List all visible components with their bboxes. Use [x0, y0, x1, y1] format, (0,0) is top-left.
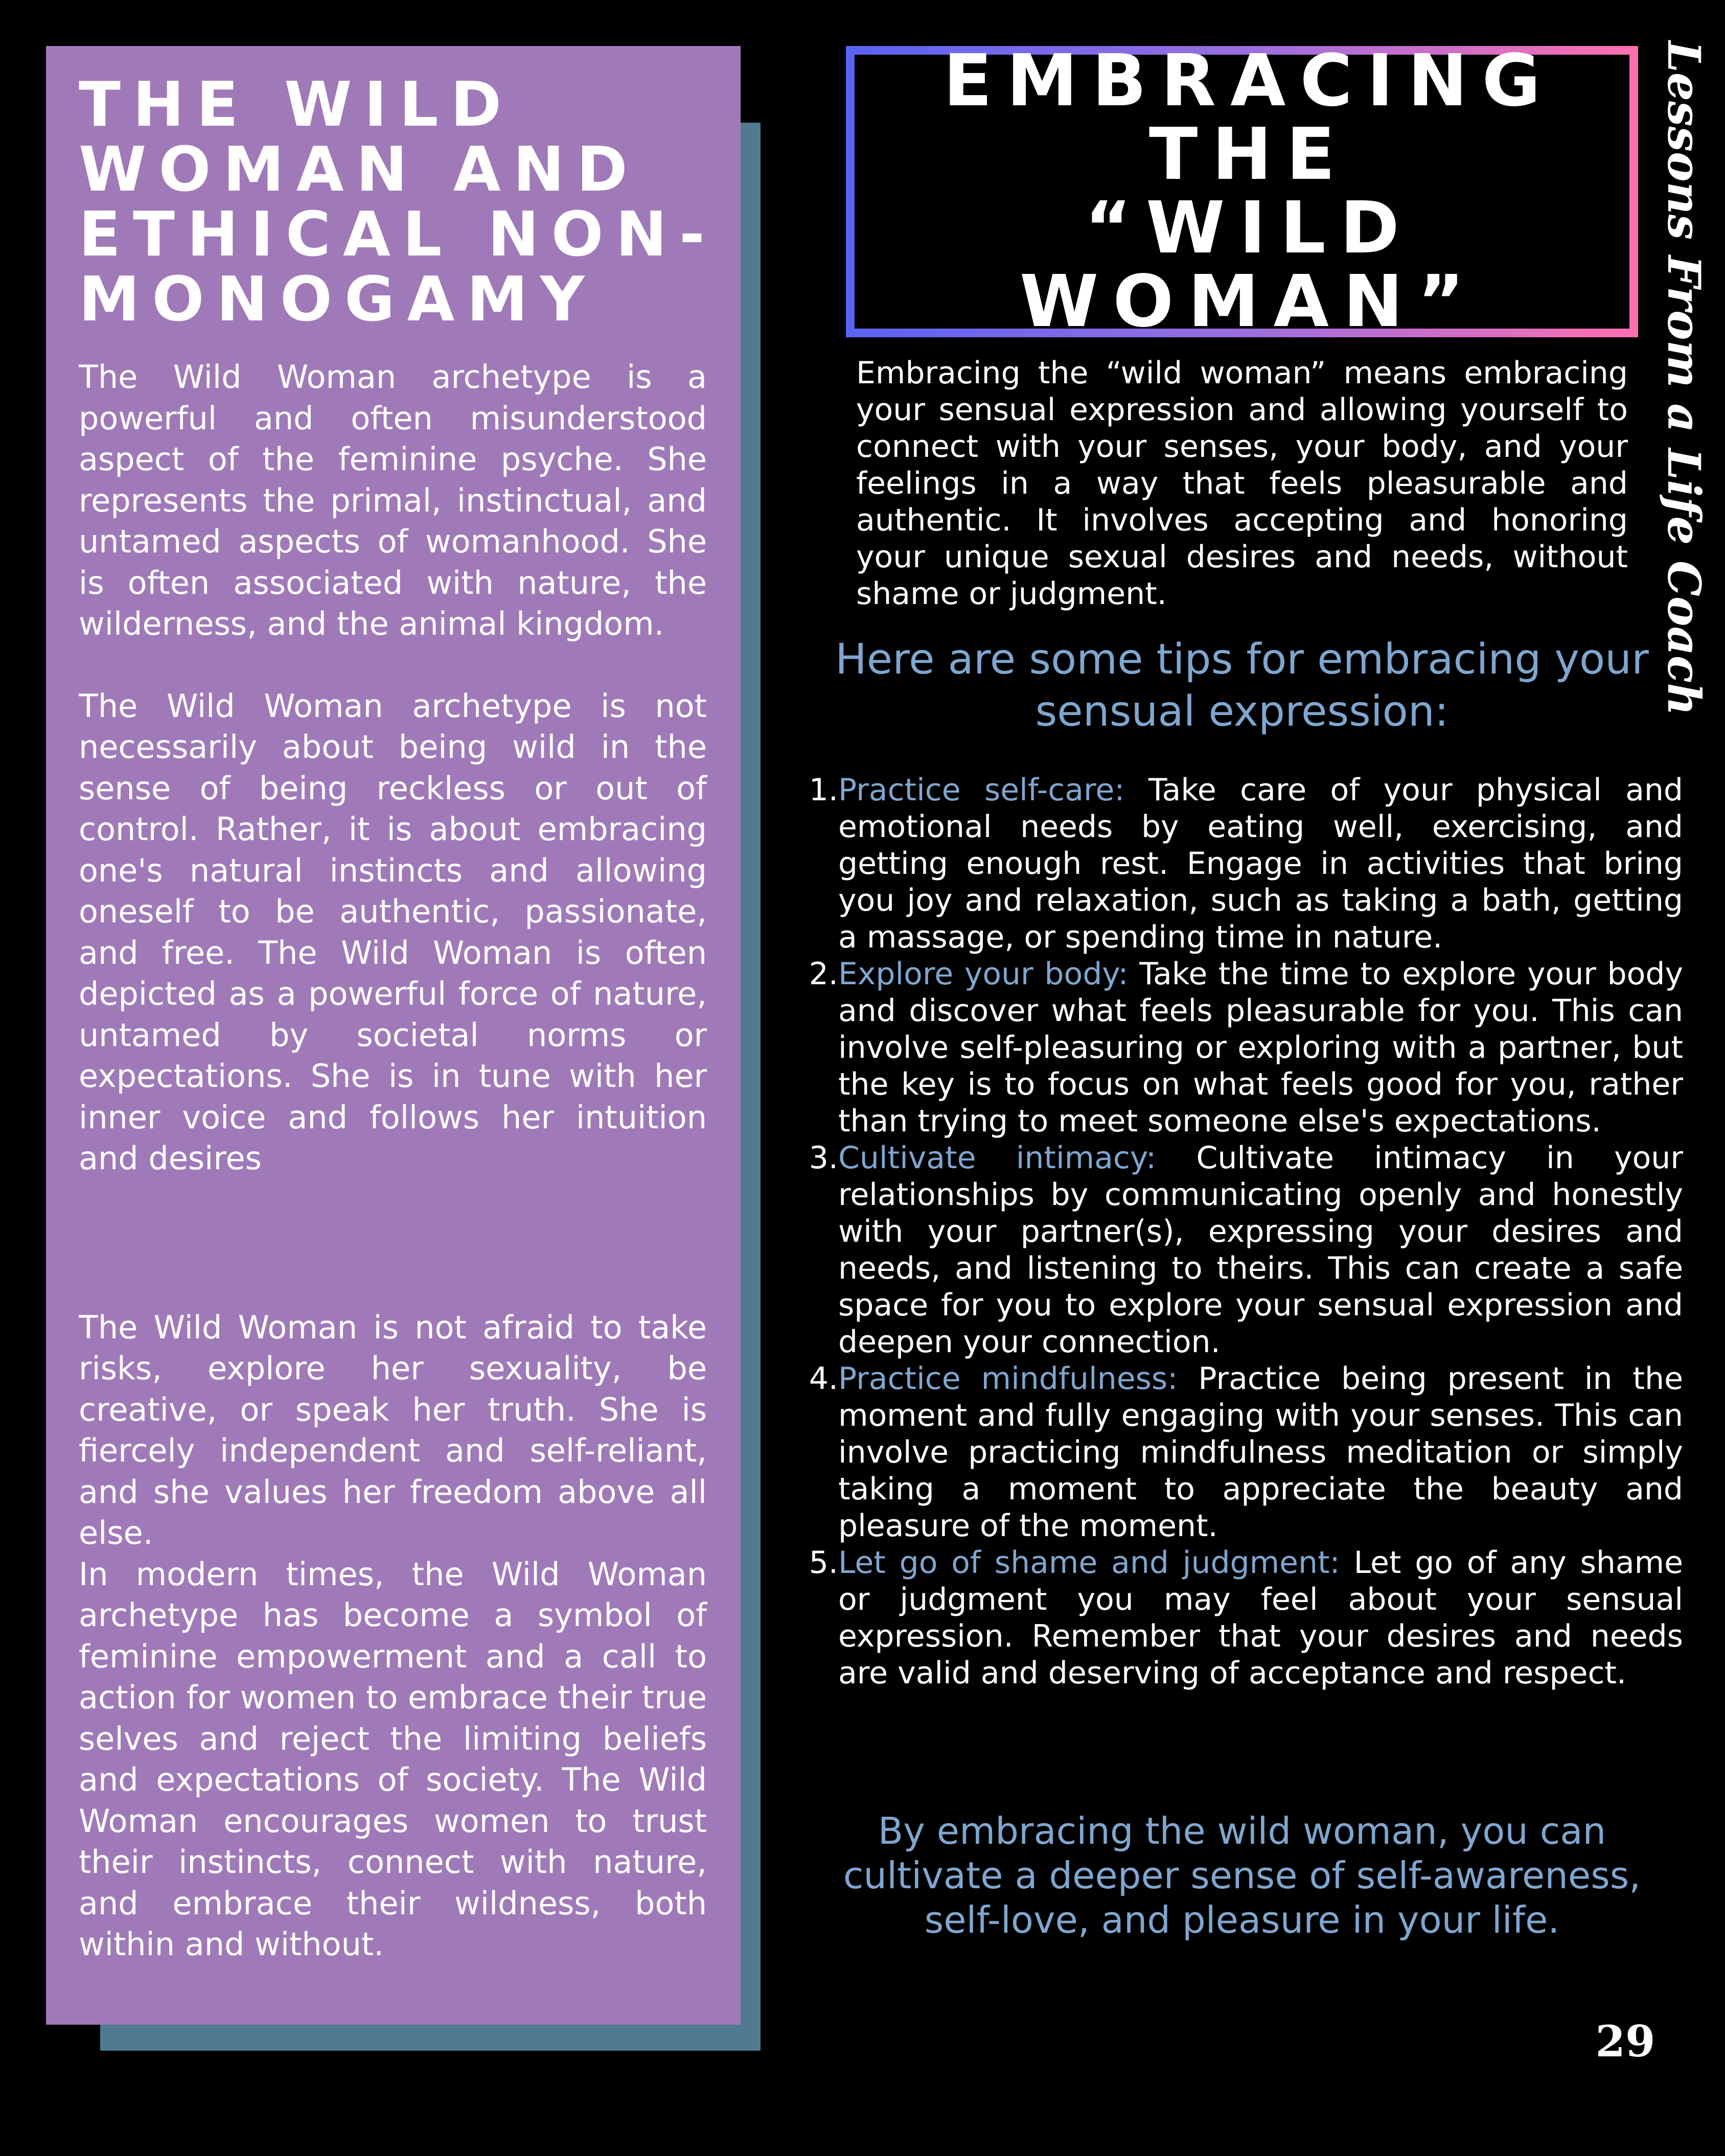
left-panel-title: THE WILD WOMAN AND ETHICAL NON-MONOGAMY — [79, 69, 717, 335]
tip-body: Take the time to explore your body and discover what feels pleasurable for you. This can involve self-pleasuring or exploring with a partner, but the key is to focus on what feels good for you, rather than trying to meet someone else's expectations. — [838, 956, 1683, 1139]
closing-statement: By embracing the wild woman, you can cultivate a deeper sense of self-awareness, self-love, and pleasure in your life. — [843, 1810, 1641, 1941]
tip-item — [807, 1140, 1683, 1360]
page-number: 29 — [1595, 2016, 1655, 2067]
tip-body: Cultivate intimacy in your relationships by communicating openly and honestly with your partner(s), expressing your desires and needs, and listening to theirs. This can create a safe space for you to explore your sensual expression and deepen your connection. — [838, 1140, 1683, 1360]
tip-label: Explore your body: — [838, 956, 1129, 992]
left-paragraph: The Wild Woman archetype is a powerful and often misunderstood aspect of the feminine psyche. She represents the primal, instinctual, and untamed aspects of womanhood. She is often associated with nature, the wilderness, and the animal kingdom. — [79, 358, 707, 642]
page-title — [869, 39, 1629, 343]
tip-label: Practice self-care: — [838, 772, 1125, 808]
tip-body: Practice being present in the moment and fully engaging with your senses. This can involve practicing mindfulness meditation or simply taking a moment to appreciate the beauty and pleasure of the moment. — [838, 1361, 1683, 1544]
heading-frame — [846, 39, 1638, 343]
tips-heading: Here are some tips for embracing your sensual expression: — [835, 635, 1649, 736]
left-panel — [46, 46, 741, 2025]
heading-inner — [855, 39, 1629, 343]
tip-number: 3. — [809, 1140, 838, 1176]
page-title-line1: EMBRACING THE — [943, 39, 1555, 196]
tip-number: 2. — [809, 956, 838, 992]
tip-item — [807, 1544, 1683, 1691]
tip-text — [838, 772, 1683, 956]
tip-number: 1. — [809, 772, 838, 808]
tip-body: Let go of any shame or judgment you may feel about your sensual expression. Remember that your desires and needs are valid and deserving of acceptance and respect. — [838, 1545, 1683, 1691]
tip-label: Practice mindfulness: — [838, 1361, 1178, 1397]
tip-item — [807, 956, 1683, 1140]
tip-text — [838, 1360, 1683, 1544]
tip-label: Let go of shame and judgment: — [838, 1545, 1340, 1581]
tip-number: 4. — [809, 1361, 838, 1397]
tips-list — [807, 772, 1683, 1691]
left-paragraph: In modern times, the Wild Woman archetype has become a symbol of feminine empowerment and a call to action for women to embrace their true selves and reject the limiting beliefs and expectations of society. The Wild Woman encourages women to trust their instincts, connect with nature, and embrace their wildness, both within and without. — [79, 1555, 707, 1963]
page-title-line2: “WILD WOMAN” — [1019, 187, 1479, 343]
left-paragraph: The Wild Woman archetype is not necessarily about being wild in the sense of being reckless or out of control. Rather, it is about embracing one's natural instincts and allowing oneself to be authentic, passionate, and free. The Wild Woman is often depicted as a powerful force of nature, untamed by societal norms or expectations. She is in tune with her inner voice and follows her intuition and desires — [79, 687, 707, 1177]
intro-paragraph: Embracing the “wild woman” means embracing your sensual expression and allowing yourself to connect with your senses, your body, and your feelings in a way that feels pleasurable and authentic. It involves accepting and honoring your unique sexual desires and needs, without shame or judgment. — [856, 355, 1628, 612]
left-panel-body — [79, 357, 707, 1965]
tip-text — [838, 956, 1683, 1140]
tip-text — [838, 1140, 1683, 1360]
side-label: Lessons From a Life Coach — [1658, 41, 1711, 716]
tip-item — [807, 772, 1683, 956]
tip-text — [838, 1544, 1683, 1691]
tip-number: 5. — [809, 1545, 838, 1581]
left-paragraph: The Wild Woman is not afraid to take risks, explore her sexuality, be creative, or speak her truth. She is fiercely independent and self-reliant, and she values her freedom above all else. — [79, 1308, 707, 1551]
tip-body: Take care of your physical and emotional needs by eating well, exercising, and getting enough rest. Engage in activities that bring you joy and relaxation, such as taking a bath, getting a massage, or spending time in nature. — [838, 772, 1683, 955]
tip-item — [807, 1360, 1683, 1544]
tip-label: Cultivate intimacy: — [838, 1140, 1157, 1176]
